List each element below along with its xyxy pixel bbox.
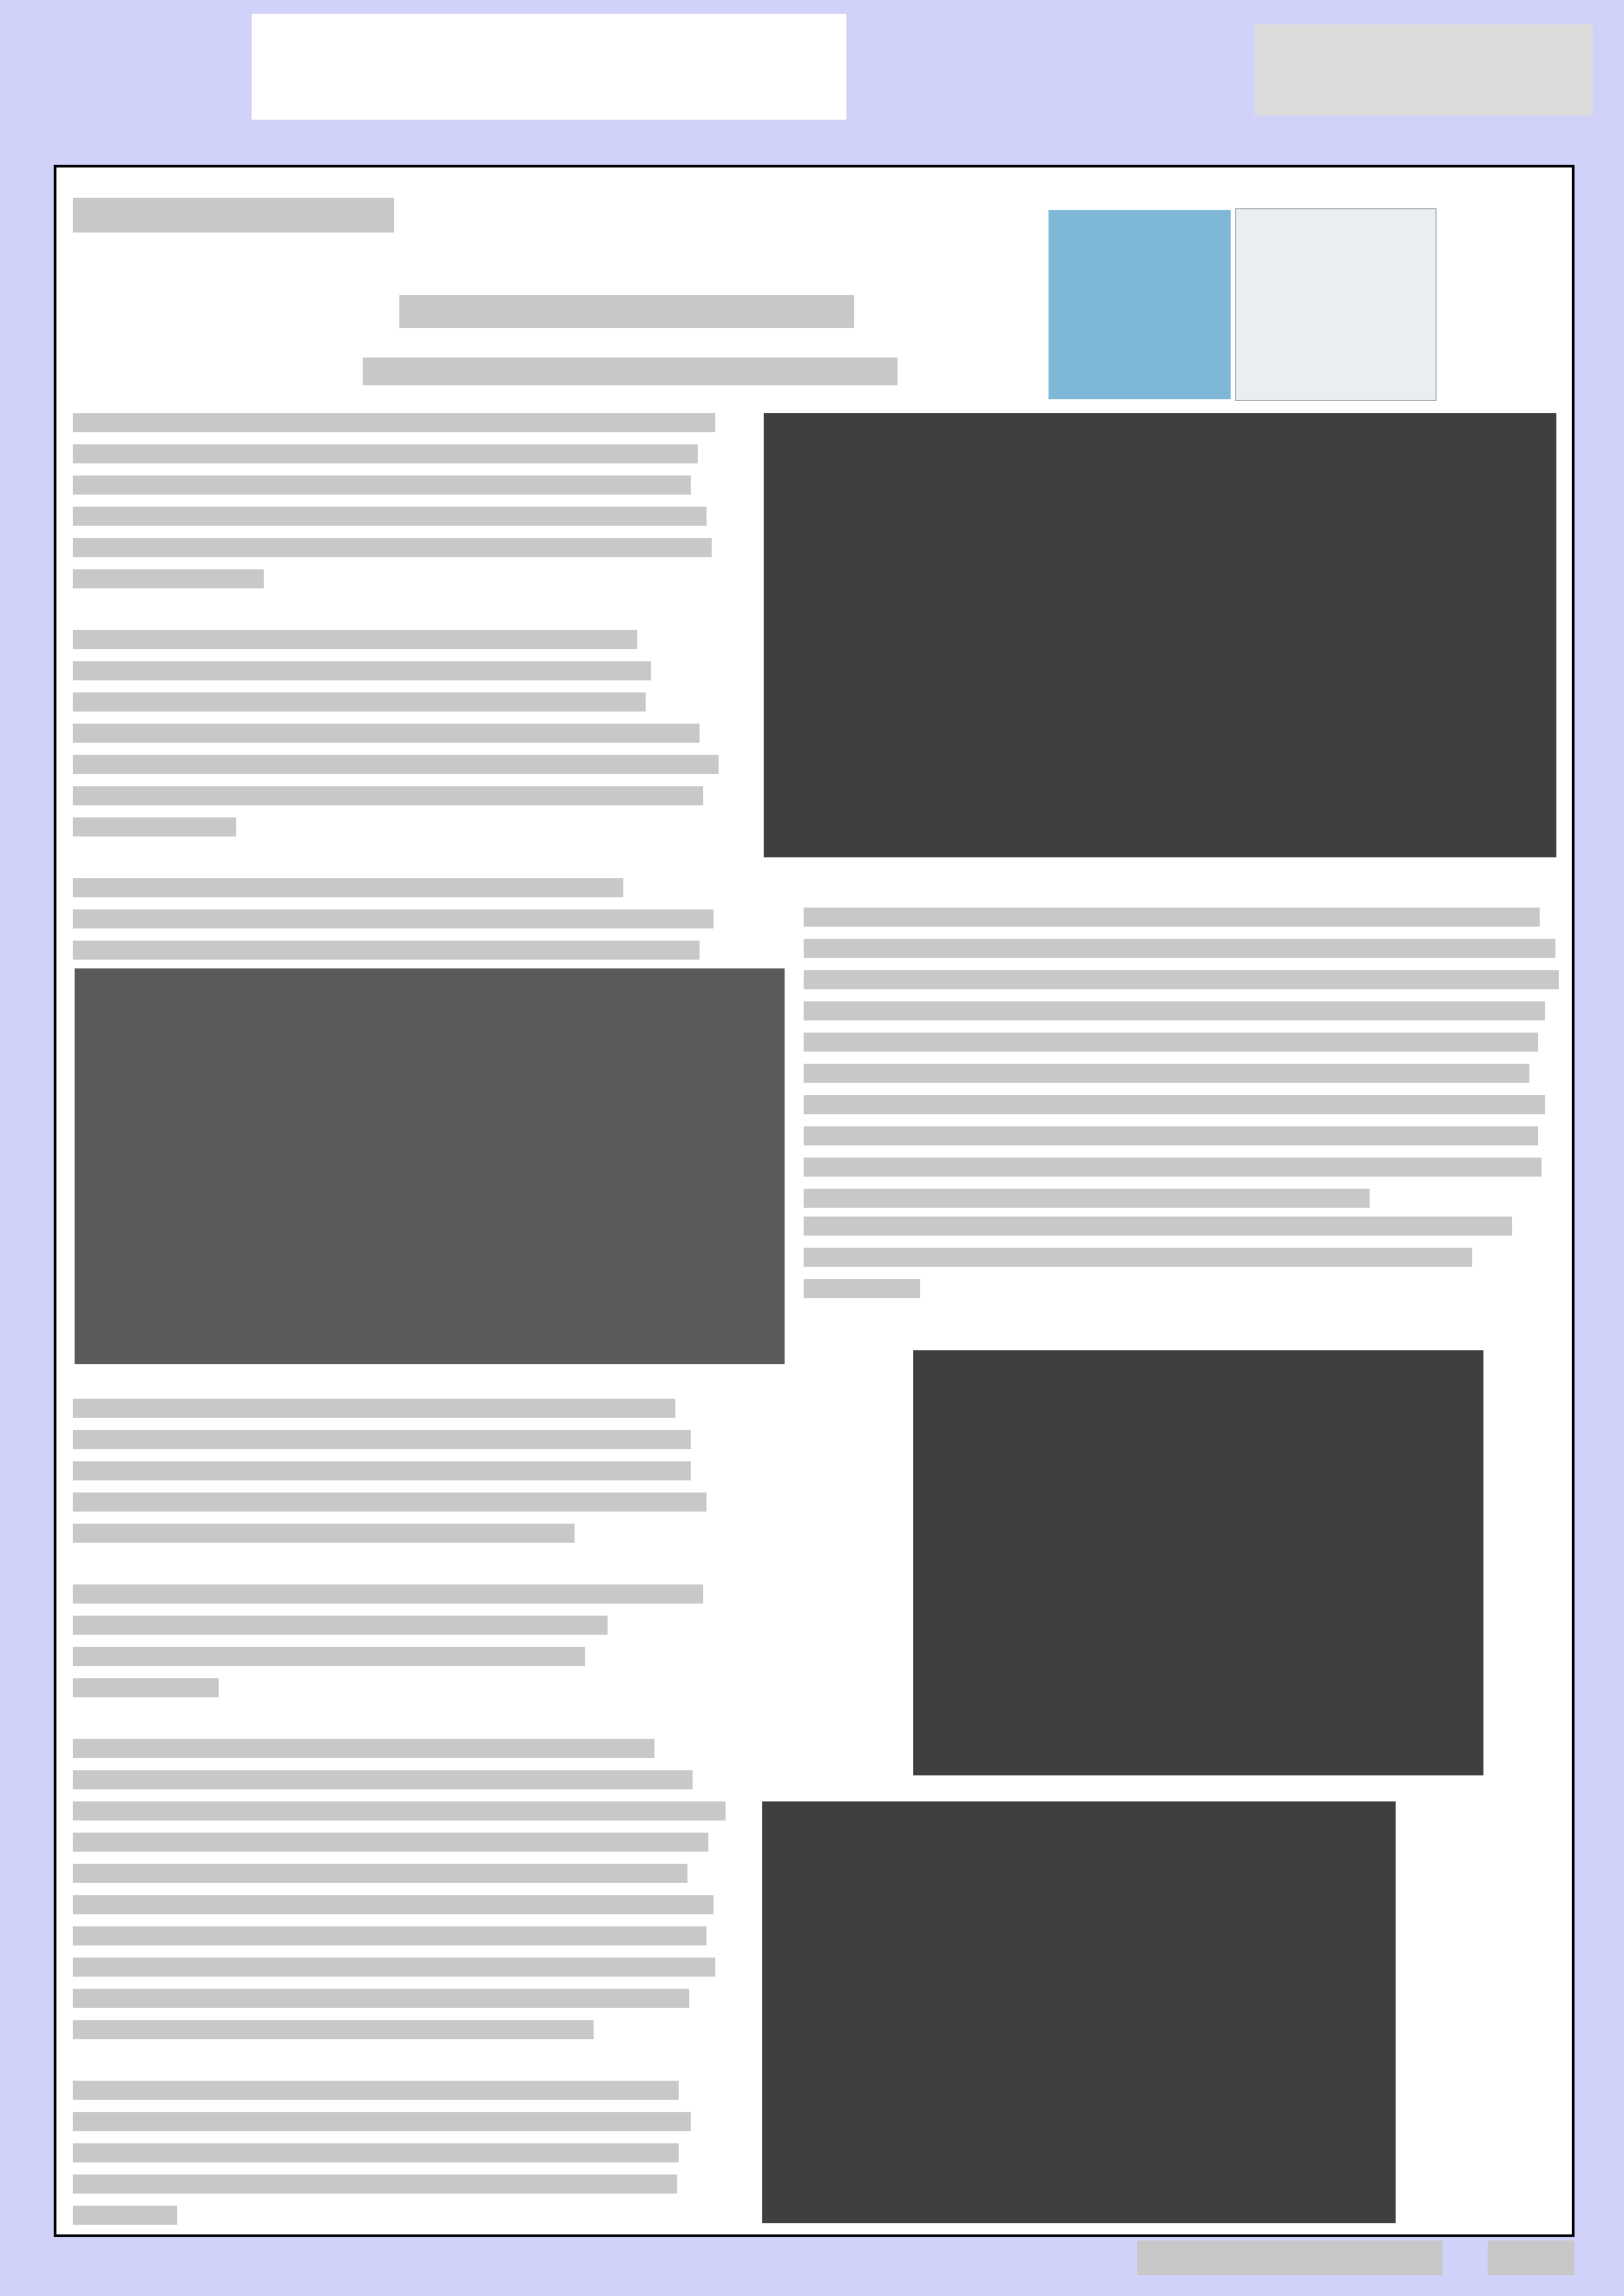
section-heading xyxy=(73,198,394,233)
flag-protester-photo xyxy=(913,1350,1483,1775)
sudan-region-map xyxy=(1235,208,1437,401)
article-title xyxy=(399,295,854,328)
street-smoke-photo xyxy=(762,1801,1396,2223)
article-subtitle xyxy=(363,358,897,385)
karlitus-logo xyxy=(1254,24,1593,115)
protester-photo xyxy=(764,413,1556,857)
footer-page xyxy=(1488,2240,1575,2275)
footer-issue xyxy=(1137,2240,1443,2275)
africa-location-map xyxy=(1049,210,1231,399)
el-cat-negre-logo xyxy=(252,14,846,120)
generals-photo xyxy=(75,968,785,1364)
